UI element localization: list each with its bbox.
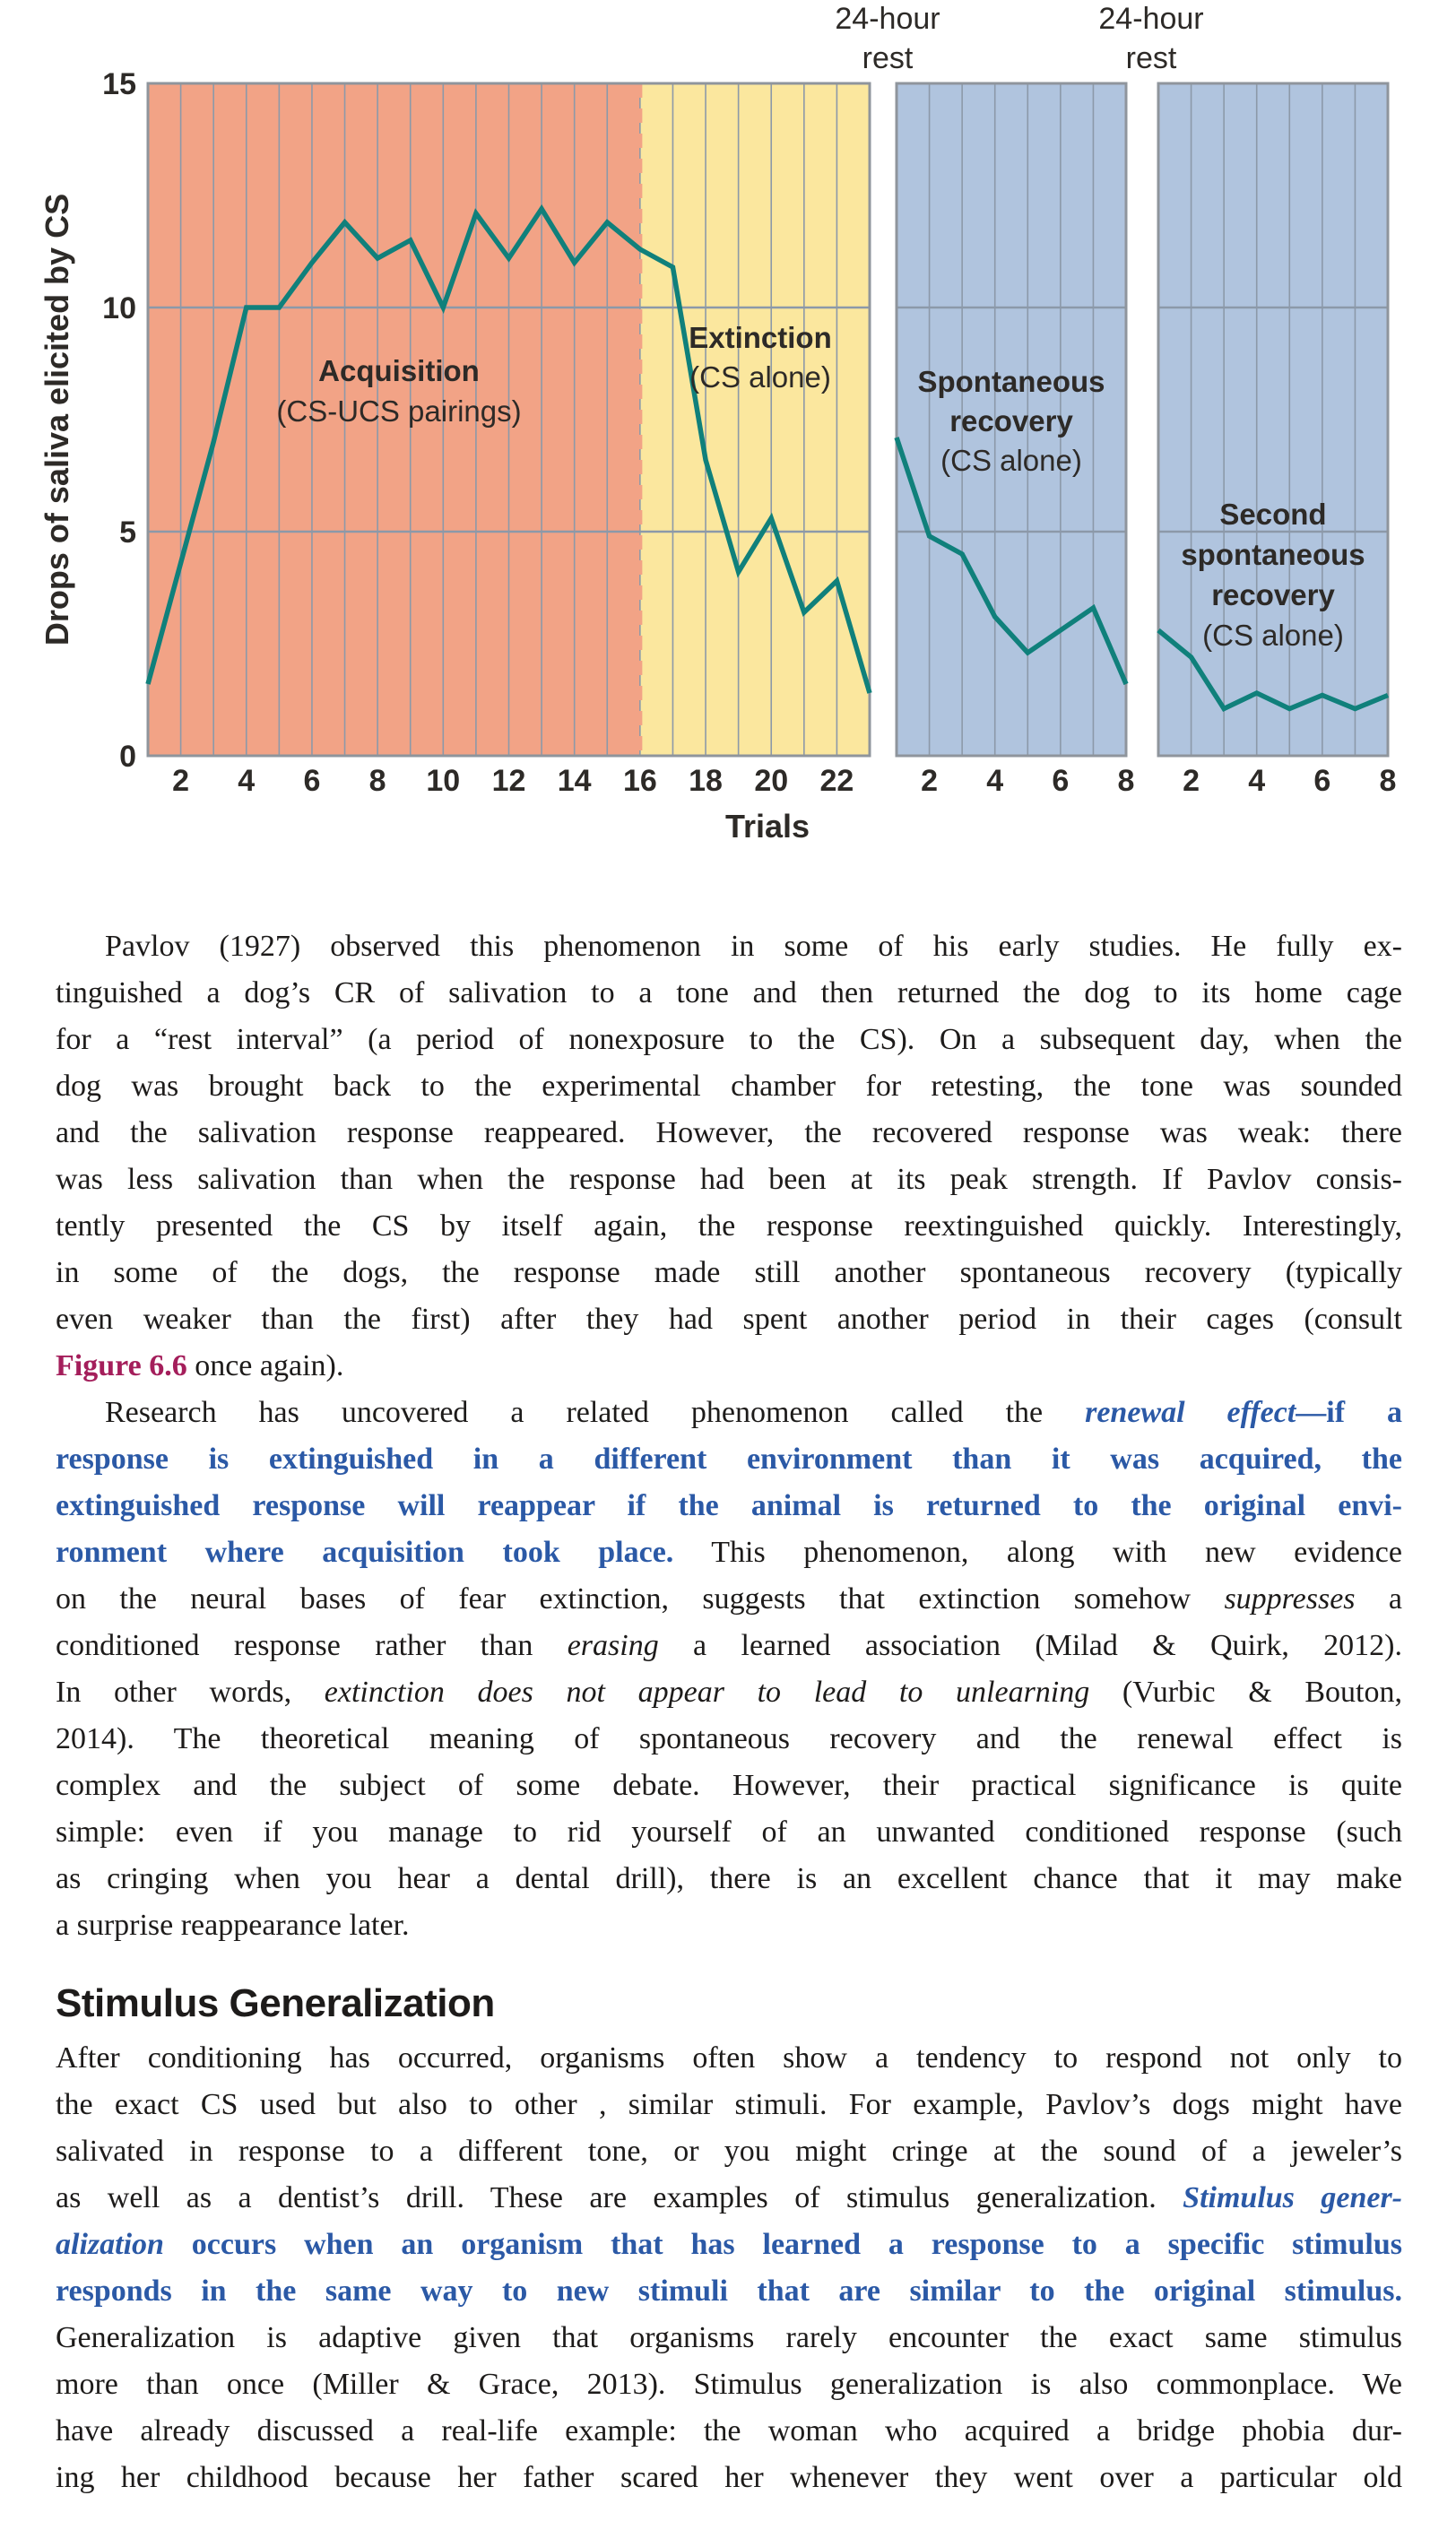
text-line — [56, 1623, 1402, 1669]
text-line — [56, 1296, 1402, 1343]
spontaneous-recovery-sublabel: (CS alone) — [940, 444, 1082, 477]
text-run: —if a — [1296, 1396, 1402, 1429]
x-tick-label: 14 — [557, 764, 592, 798]
text-run: Stimulus gener- — [1183, 2181, 1403, 2214]
text-run: occurs when an organism that has learned a response to a specific stimulus — [163, 2228, 1402, 2261]
second-spontaneous-recovery-label: recovery — [1211, 578, 1335, 611]
rest-interval-label: 24-hour — [1098, 2, 1204, 36]
text-line — [56, 1763, 1402, 1809]
text-line — [56, 2175, 1402, 2222]
text-run: ing her childhood because her father scared her whenever they went over a particular old — [56, 2461, 1402, 2494]
y-tick-label: 5 — [119, 516, 136, 550]
text-line — [56, 1716, 1402, 1763]
x-tick-label: 2 — [1183, 764, 1200, 798]
text-run: After conditioning has occurred, organisms often show a tendency to respond not only to — [56, 2041, 1402, 2075]
text-line — [56, 1343, 1402, 1390]
y-tick-label: 10 — [102, 291, 136, 325]
text-run: suppresses — [1224, 1582, 1356, 1616]
text-run: and the salivation response reappeared. However, the recovered response was weak: there — [56, 1116, 1402, 1149]
x-tick-label: 6 — [303, 764, 321, 798]
text-line — [56, 2455, 1402, 2501]
text-run: salivated in response to a different tone, or you might cringe at the sound of a jeweler’s — [56, 2135, 1402, 2168]
text-line — [56, 970, 1402, 1017]
section-heading: Stimulus Generalization — [56, 1981, 495, 2025]
rest-interval-label: 24-hour — [835, 2, 940, 36]
text-line — [56, 1110, 1402, 1157]
text-line — [56, 1063, 1402, 1110]
text-run: Generalization is adaptive given that organisms rarely encounter the exact same stimulus — [56, 2321, 1402, 2354]
text-run: alization — [56, 2228, 164, 2261]
acquisition-sublabel: (CS-UCS pairings) — [276, 394, 522, 428]
acquisition-label: Acquisition — [318, 354, 480, 387]
text-line — [56, 2268, 1402, 2315]
rest-interval-label: rest — [862, 41, 914, 75]
text-run: in some of the dogs, the response made still another spontaneous recovery (typically — [56, 1256, 1402, 1289]
x-tick-label: 4 — [986, 764, 1004, 798]
text-line — [56, 1390, 1402, 1436]
x-tick-label: 6 — [1313, 764, 1331, 798]
conditioning-phases-chart — [0, 0, 1456, 861]
x-tick-label: 4 — [238, 764, 256, 798]
text-line — [56, 1157, 1402, 1203]
text-run: extinction does not appear to lead to unlearning — [324, 1676, 1090, 1709]
x-tick-label: 2 — [172, 764, 190, 798]
text-line — [56, 1856, 1402, 1902]
second-spontaneous-recovery-label: Second — [1219, 498, 1327, 531]
rest-interval-label: rest — [1125, 41, 1177, 75]
text-run: tently presented the CS by itself again, the response reextinguished quickly. Interestingly, — [56, 1209, 1402, 1243]
text-run: Research has uncovered a related phenomenon called the — [105, 1396, 1086, 1429]
x-tick-label: 16 — [622, 764, 657, 798]
x-tick-label: 10 — [426, 764, 461, 798]
spontaneous-recovery-label: Spontaneous — [917, 365, 1105, 398]
x-tick-label: 8 — [1117, 764, 1135, 798]
text-line — [56, 1902, 1402, 1949]
x-tick-label: 20 — [754, 764, 789, 798]
text-line — [56, 1809, 1402, 1856]
x-tick-label: 6 — [1052, 764, 1070, 798]
second-spontaneous-recovery-label: spontaneous — [1181, 538, 1365, 571]
text-line — [56, 2408, 1402, 2455]
text-line — [56, 1017, 1402, 1063]
text-run: conditioned response rather than — [56, 1629, 568, 1662]
x-tick-label: 12 — [491, 764, 526, 798]
text-run: response is extinguished in a different environment than it was acquired, the — [56, 1443, 1402, 1476]
y-tick-label: 15 — [102, 67, 136, 101]
text-run: the exact CS used but also to other , similar stimuli. For example, Pavlov’s dogs might have — [56, 2088, 1402, 2121]
text-line — [56, 2315, 1402, 2361]
text-line — [56, 2222, 1402, 2268]
figure-6-6-chart — [0, 0, 1456, 861]
text-run: In other words, — [56, 1676, 325, 1709]
text-line — [56, 1203, 1402, 1250]
x-tick-label: 8 — [1379, 764, 1397, 798]
text-run: a — [1355, 1582, 1402, 1616]
y-tick-label: 0 — [119, 740, 136, 774]
y-axis-title: Drops of saliva elicited by CS — [39, 193, 75, 646]
second-spontaneous-recovery-panel — [1098, 2, 1396, 798]
body-text-column — [0, 861, 1456, 2523]
x-tick-label: 4 — [1248, 764, 1266, 798]
text-run: a learned association (Milad & Quirk, 2012). — [658, 1629, 1402, 1662]
text-line — [56, 1576, 1402, 1623]
text-run: dog was brought back to the experimental chamber for retesting, the tone was sounded — [56, 1070, 1402, 1103]
text-run: as well as a dentist’s drill. These are examples of stimulus generalization. — [56, 2181, 1183, 2214]
text-run: 2014). The theoretical meaning of spontaneous recovery and the renewal effect is — [56, 1722, 1402, 1755]
text-run: This phenomenon, along with new evidence — [673, 1536, 1402, 1569]
text-run: a surprise reappearance later. — [56, 1909, 410, 1942]
text-line — [56, 2128, 1402, 2175]
text-line — [56, 1483, 1402, 1529]
text-run: even weaker than the first) after they had spent another period in their cages (consult — [56, 1303, 1402, 1336]
text-run: more than once (Miller & Grace, 2013). Stimulus generalization is also commonplace. We — [56, 2368, 1402, 2401]
x-tick-label: 8 — [368, 764, 386, 798]
text-run: on the neural bases of fear extinction, suggests that extinction somehow — [56, 1582, 1225, 1616]
extinction-sublabel: (CS alone) — [689, 360, 831, 394]
text-line — [56, 923, 1402, 970]
x-tick-label: 18 — [689, 764, 723, 798]
text-line — [56, 2361, 1402, 2408]
second-spontaneous-recovery-region — [1158, 83, 1388, 756]
text-line — [56, 1250, 1402, 1296]
x-tick-label: 2 — [921, 764, 939, 798]
text-line — [56, 1529, 1402, 1576]
text-run: was less salivation than when the response had been at its peak strength. If Pavlov consis- — [56, 1163, 1402, 1196]
text-run: simple: even if you manage to rid yourself of an unwanted conditioned response (such — [56, 1815, 1402, 1849]
x-tick-label: 22 — [819, 764, 854, 798]
text-run: once again). — [186, 1349, 344, 1382]
x-axis-title: Trials — [724, 808, 810, 845]
text-run: as cringing when you hear a dental drill), there is an excellent chance that it may make — [56, 1862, 1402, 1895]
text-line — [56, 2035, 1402, 2082]
text-run: Pavlov (1927) observed this phenomenon in some of his early studies. He fully ex- — [105, 930, 1402, 963]
extinction-label: Extinction — [689, 321, 832, 354]
text-run: extinguished response will reappear if the animal is returned to the original envi- — [56, 1489, 1402, 1522]
text-line — [56, 2082, 1402, 2128]
spontaneous-recovery-label: recovery — [949, 404, 1073, 438]
text-run: erasing — [567, 1629, 659, 1662]
text-run: (Vurbic & Bouton, — [1089, 1676, 1403, 1709]
text-run: responds in the same way to new stimuli that are similar to the original stimulus. — [56, 2274, 1402, 2308]
text-line — [56, 1669, 1402, 1716]
text-run: complex and the subject of some debate. However, their practical significance is quite — [56, 1769, 1402, 1802]
text-run: tinguished a dog’s CR of salivation to a tone and then returned the dog to its home cage — [56, 976, 1402, 1009]
text-line — [56, 1436, 1402, 1483]
extinction-region — [640, 83, 870, 756]
spontaneous-recovery-panel — [835, 2, 1134, 798]
text-run: have already discussed a real-life example: the woman who acquired a bridge phobia dur- — [56, 2414, 1402, 2448]
acquisition-extinction-panel — [148, 83, 870, 798]
text-run: for a “rest interval” (a period of nonexposure to the CS). On a subsequent day, when the — [56, 1023, 1402, 1056]
second-spontaneous-recovery-sublabel: (CS alone) — [1202, 619, 1344, 652]
text-run: ronment where acquisition took place. — [56, 1536, 674, 1569]
figure-reference: Figure 6.6 — [56, 1349, 187, 1382]
text-run: renewal effect — [1085, 1396, 1296, 1429]
